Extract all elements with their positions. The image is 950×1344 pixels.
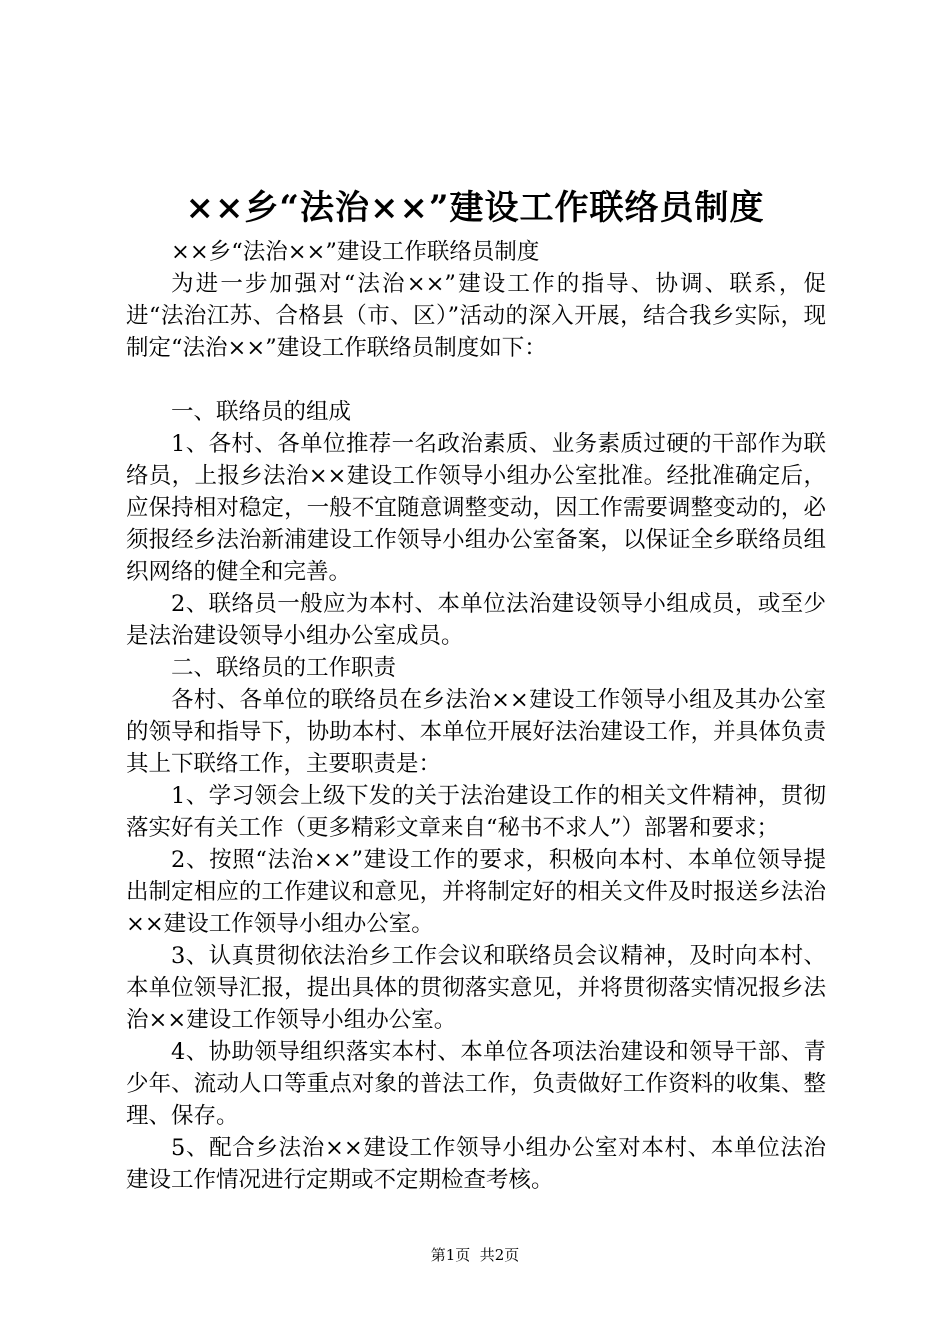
document-body: [126, 236, 826, 1196]
paragraph-duty-3: 3、认真贯彻依法治乡工作会议和联络员会议精神，及时向本村、本单位领导汇报，提出具体的贯彻落实意见，并将贯彻落实情况报乡法治××建设工作领导小组办公室。: [126, 943, 826, 1033]
paragraph-duty-1: 1、学习领会上级下发的关于法治建设工作的相关文件精神，贯彻落实好有关工作（更多精彩文章来自“秘书不求人”）部署和要求；: [126, 783, 826, 841]
paragraph-duty-5: 5、配合乡法治××建设工作领导小组办公室对本村、本单位法治建设工作情况进行定期或不定期检查考核。: [126, 1135, 826, 1193]
paragraph-composition-1: 1、各村、各单位推荐一名政治素质、业务素质过硬的干部作为联络员，上报乡法治××建设工作领导小组办公室批准。经批准确定后，应保持相对稳定，一般不宜随意调整变动，因工作需要调整变动的，必须报经乡法治新浦建设工作领导小组办公室备案，以保证全乡联络员组织网络的健全和完善。: [126, 431, 826, 585]
section-heading-duties: 二、联络员的工作职责: [171, 655, 397, 681]
paragraph-duties-intro: 各村、各单位的联络员在乡法治××建设工作领导小组及其办公室的领导和指导下，协助本村、本单位开展好法治建设工作，并具体负责其上下联络工作，主要职责是：: [126, 687, 826, 777]
section-heading-composition: 一、联络员的组成: [171, 399, 352, 425]
page-number-footer: 第1页 共2页: [430, 1246, 520, 1264]
document-title: ××乡“法治××”建设工作联络员制度: [185, 188, 765, 228]
paragraph-intro: 为进一步加强对“法治××”建设工作的指导、协调、联系，促进“法治江苏、合格县（市、区）”活动的深入开展，结合我乡实际，现制定“法治××”建设工作联络员制度如下：: [126, 271, 826, 361]
paragraph-composition-2: 2、联络员一般应为本村、本单位法治建设领导小组成员，或至少是法治建设领导小组办公室成员。: [126, 591, 826, 649]
paragraph-duty-4: 4、协助领导组织落实本村、本单位各项法治建设和领导干部、青少年、流动人口等重点对象的普法工作，负责做好工作资料的收集、整理、保存。: [126, 1039, 826, 1129]
paragraph-subtitle: ××乡“法治××”建设工作联络员制度: [171, 239, 540, 265]
paragraph-duty-2: 2、按照“法治××”建设工作的要求，积极向本村、本单位领导提出制定相应的工作建议和意见，并将制定好的相关文件及时报送乡法治××建设工作领导小组办公室。: [126, 847, 826, 937]
paragraph-blank: [126, 364, 826, 396]
